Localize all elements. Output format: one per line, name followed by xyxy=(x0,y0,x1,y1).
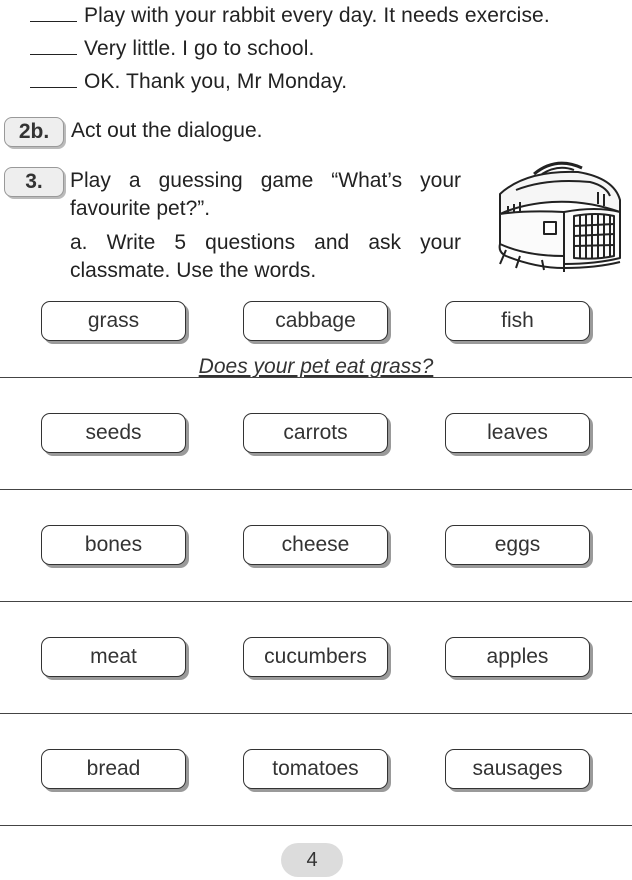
word-card[interactable]: cucumbers xyxy=(243,637,388,677)
word-card[interactable]: fish xyxy=(445,301,590,341)
word-card[interactable]: grass xyxy=(41,301,186,341)
word-card[interactable]: tomatoes xyxy=(243,749,388,789)
dialogue-text: OK. Thank you, Mr Monday. xyxy=(84,70,348,93)
answer-line[interactable] xyxy=(0,713,632,714)
dialogue-text: Very little. I go to school. xyxy=(84,37,315,60)
word-card[interactable]: eggs xyxy=(445,525,590,565)
answer-blank[interactable] xyxy=(30,19,77,22)
word-card[interactable]: meat xyxy=(41,637,186,677)
word-card[interactable]: bones xyxy=(41,525,186,565)
dialogue-line-2 xyxy=(30,37,314,61)
task-3-instruction-line-1: Play a guessing game “What’s your xyxy=(70,169,461,192)
dialogue-text: Play with your rabbit every day. It needs exercise. xyxy=(84,4,550,27)
example-question: Does your pet eat grass? xyxy=(198,355,434,378)
word-card[interactable]: seeds xyxy=(41,413,186,453)
answer-line[interactable] xyxy=(0,489,632,490)
answer-line[interactable] xyxy=(0,601,632,602)
word-card[interactable]: carrots xyxy=(243,413,388,453)
word-card[interactable]: cabbage xyxy=(243,301,388,341)
answer-blank[interactable] xyxy=(30,52,77,55)
word-card[interactable]: apples xyxy=(445,637,590,677)
word-card[interactable]: leaves xyxy=(445,413,590,453)
answer-line[interactable] xyxy=(0,825,632,826)
word-card[interactable]: sausages xyxy=(445,749,590,789)
task-3-sub-instruction-line-2: classmate. Use the words. xyxy=(70,259,317,282)
answer-line[interactable] xyxy=(0,377,632,378)
task-3-badge: 3. xyxy=(4,167,64,197)
pet-carrier-icon xyxy=(486,152,626,274)
task-3-instruction-line-2: favourite pet?”. xyxy=(70,197,211,220)
page-number: 4 xyxy=(281,843,343,877)
dialogue-line-1 xyxy=(30,4,550,28)
answer-blank[interactable] xyxy=(30,85,77,88)
word-card[interactable]: bread xyxy=(41,749,186,789)
task-2b-instruction: Act out the dialogue. xyxy=(71,119,263,142)
dialogue-line-3 xyxy=(30,70,347,94)
task-3-sub-instruction-line-1: a. Write 5 questions and ask your xyxy=(70,231,461,254)
task-2b-badge: 2b. xyxy=(4,117,64,147)
word-card[interactable]: cheese xyxy=(243,525,388,565)
